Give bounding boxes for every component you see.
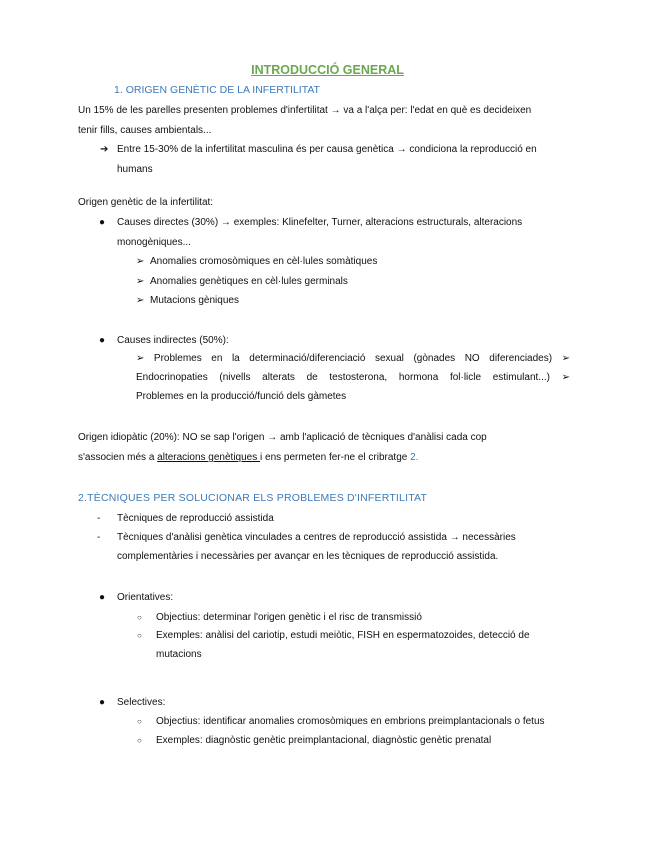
arrowhead-bullet-icon: ➢ <box>136 295 145 306</box>
dash-bullet-icon: - <box>97 532 101 543</box>
disc-bullet-icon: ● <box>99 217 106 228</box>
direct-causes-line2: monogèniques... <box>117 237 191 248</box>
indirect-line3: Problemes en la producció/funció dels gàmetes <box>136 391 347 402</box>
direct-subitem: Mutacions gèniques <box>150 295 239 306</box>
disc-bullet-icon: ● <box>99 697 106 708</box>
idiopathic-post: i ens permeten fer-ne el cribratge <box>260 452 411 463</box>
section1-title: ORIGEN GENÈTIC DE LA INFERTILITAT <box>125 84 320 96</box>
indirect-line1: ➢ Problemes en la determinació/diferenciació sexual (gònades NO diferenciades) ➢ <box>136 353 570 364</box>
circle-bullet-icon: ○ <box>137 736 142 745</box>
indirect-line2: Endocrinopaties (nivells alterats de testosterona, hormona fol·licle estimulant...) ➢ <box>136 372 570 383</box>
dash-bullet-icon: - <box>97 513 101 524</box>
dash-item: Tècniques d'anàlisi genètica vinculades a centres de reproducció assistida → necessàries <box>117 532 516 543</box>
disc-bullet-icon: ● <box>99 335 106 346</box>
selectives-label: Selectives: <box>117 697 166 708</box>
orientatives-exemples-line1: Exemples: anàlisi del cariotip, estudi meiòtic, FISH en espermatozoides, detecció de <box>156 630 530 641</box>
selectives-objectius: Objectius: identificar anomalies cromosòmiques en embrions preimplantacionals o fetus <box>156 716 545 727</box>
dash-item-line2: complementàries i necessàries per avançar en les tècniques de reproducció assistida. <box>117 551 499 562</box>
section1-intro-line2: tenir fills, causes ambientals... <box>78 125 212 136</box>
idiopathic-line2 <box>78 452 418 464</box>
genetic-alterations-link[interactable]: alteracions genètiques <box>157 452 261 463</box>
arrow-item-line1: Entre 15-30% de la infertilitat masculina és per causa genètica → condiciona la reproducció en <box>117 144 537 155</box>
origin-label: Origen genètic de la infertilitat: <box>78 197 214 208</box>
arrow-item-line2: humans <box>117 164 153 175</box>
disc-bullet-icon: ● <box>99 592 106 603</box>
circle-bullet-icon: ○ <box>137 613 142 622</box>
direct-subitem: Anomalies genètiques en cèl·lules germinals <box>150 276 348 287</box>
direct-subitem: Anomalies cromosòmiques en cèl·lules somàtiques <box>150 256 378 267</box>
arrow-bullet-icon: ➔ <box>100 144 109 155</box>
arrowhead-bullet-icon: ➢ <box>136 256 145 267</box>
orientatives-label: Orientatives: <box>117 592 174 603</box>
idiopathic-line1: Origen idiopàtic (20%): NO se sap l'origen → amb l'aplicació de tècniques d'anàlisi cada cop <box>78 432 487 443</box>
circle-bullet-icon: ○ <box>137 631 142 640</box>
idiopathic-pre: s'associen més a <box>78 452 158 463</box>
section1-intro-line1: Un 15% de les parelles presenten problemes d'infertilitat → va a l'alça per: l'edat en què es decideixen <box>78 105 532 116</box>
orientatives-exemples-line2: mutacions <box>156 649 202 660</box>
direct-causes-line1: Causes directes (30%) → exemples: Klinefelter, Turner, alteracions estructurals, alteracions <box>117 217 523 228</box>
page-title: INTRODUCCIÓ GENERAL <box>251 63 404 77</box>
section1-number: 1. <box>114 84 123 96</box>
selectives-exemples: Exemples: diagnòstic genètic preimplantacional, diagnòstic genètic prenatal <box>156 735 492 746</box>
circle-bullet-icon: ○ <box>137 717 142 726</box>
footnote-reference: 2. <box>410 452 419 463</box>
arrowhead-bullet-icon: ➢ <box>136 276 145 287</box>
orientatives-objectius: Objectius: determinar l'origen genètic i el risc de transmissió <box>156 612 422 623</box>
dash-item: Tècniques de reproducció assistida <box>117 513 274 524</box>
indirect-causes-label: Causes indirectes (50%): <box>117 335 229 346</box>
section1-heading <box>114 84 320 96</box>
section2-heading: 2.TÈCNIQUES PER SOLUCIONAR ELS PROBLEMES D'INFERTILITAT <box>78 492 428 504</box>
